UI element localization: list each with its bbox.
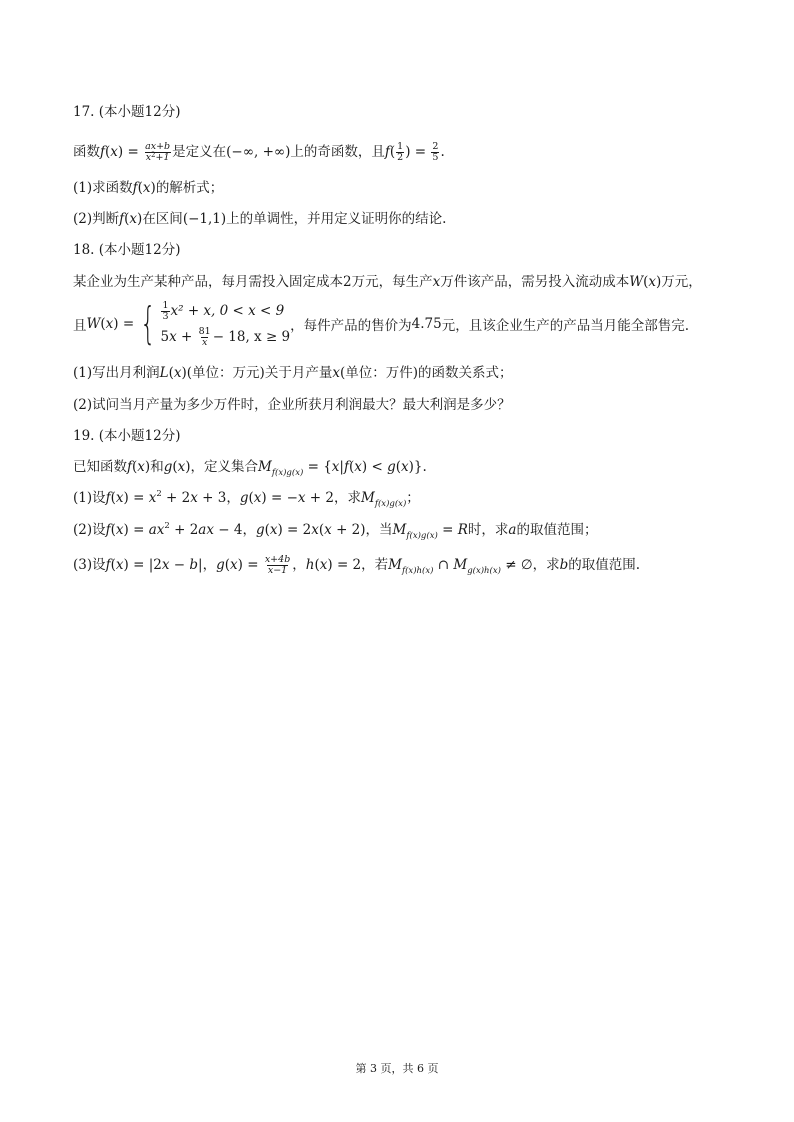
q18-part1: (1)写出月利润L(x)(单位：万元)关于月产量x(单位：万件)的函数关系式； [73,365,513,381]
q19-line1: 已知函数f(x)和g(x)，定义集合$M_{f(x)g(x)} = \{x|f(x) < g(x)\}$. [73,459,427,478]
q18-piecewise: 且 W ( x ) = { $\frac{1}{3}$ x² + x, 0 < x < 9 5x + $\frac{81}{x}$ − 18, x ≥ 9 ，每件产品的售价为 4.75 元，且该企业生产的产品当月能全部售完. [73,298,690,349]
q17-statement: 函数f(x) = $\frac{ax+b}{x^2+1}$ 是定义在(−∞, +∞)上的奇函数，且f( $\frac{1}{2}$ ) = $\frac{2}{5}$ . [73,141,445,163]
page-footer: 第 3 页，共 6 页 [355,1062,439,1075]
left-brace: { [140,298,157,349]
piecewise-cases: $\frac{1}{3}$ x² + x, 0 < x < 9 5x + $\frac{81}{x}$ − 18, x ≥ 9 [160,300,291,348]
q17-part2: (2)判断f(x)在区间(−1,1)上的单调性，并用定义证明你的结论. [73,211,447,227]
q17-fraction: $\frac{ax+b}{x^2+1}$ [145,141,171,163]
q19-part2: (2)设$f(x) = ax^2 + 2ax - 4$，g(x) = 2x(x + 2)，当$M_{f(x)g(x)} = R$时，求a的取值范围； [73,521,598,541]
q18-part2: (2)试问当月产量为多少万件时，企业所获月利润最大？最大利润是多少？ [73,397,511,413]
q19-part3: (3)设f(x) = |2x − b|，g(x) = $\frac{x+4b}{x-1}$ ，h(x) = 2，若$M_{f(x)h(x)}$ ∩ $M_{g(x)h(x)}$ ≠ ∅，求b的取值范围. [73,554,641,576]
q19-part1: (1)设$f(x) = x^2 + 2x + 3$，g(x) = −x + 2，求$M_{f(x)g(x)}$； [73,489,420,509]
q17-part1: (1)求函数f(x)的解析式； [73,180,224,196]
q18-header: 18. (本小题12分) [73,242,181,258]
q17-header: 17. (本小题12分) [73,104,181,120]
q19-header: 19. (本小题12分) [73,428,181,444]
q18-line1: 某企业为生产某种产品，每月需投入固定成本2万元，每生产x万件该产品，需另投入流动成本W(x)万元， [73,274,702,290]
